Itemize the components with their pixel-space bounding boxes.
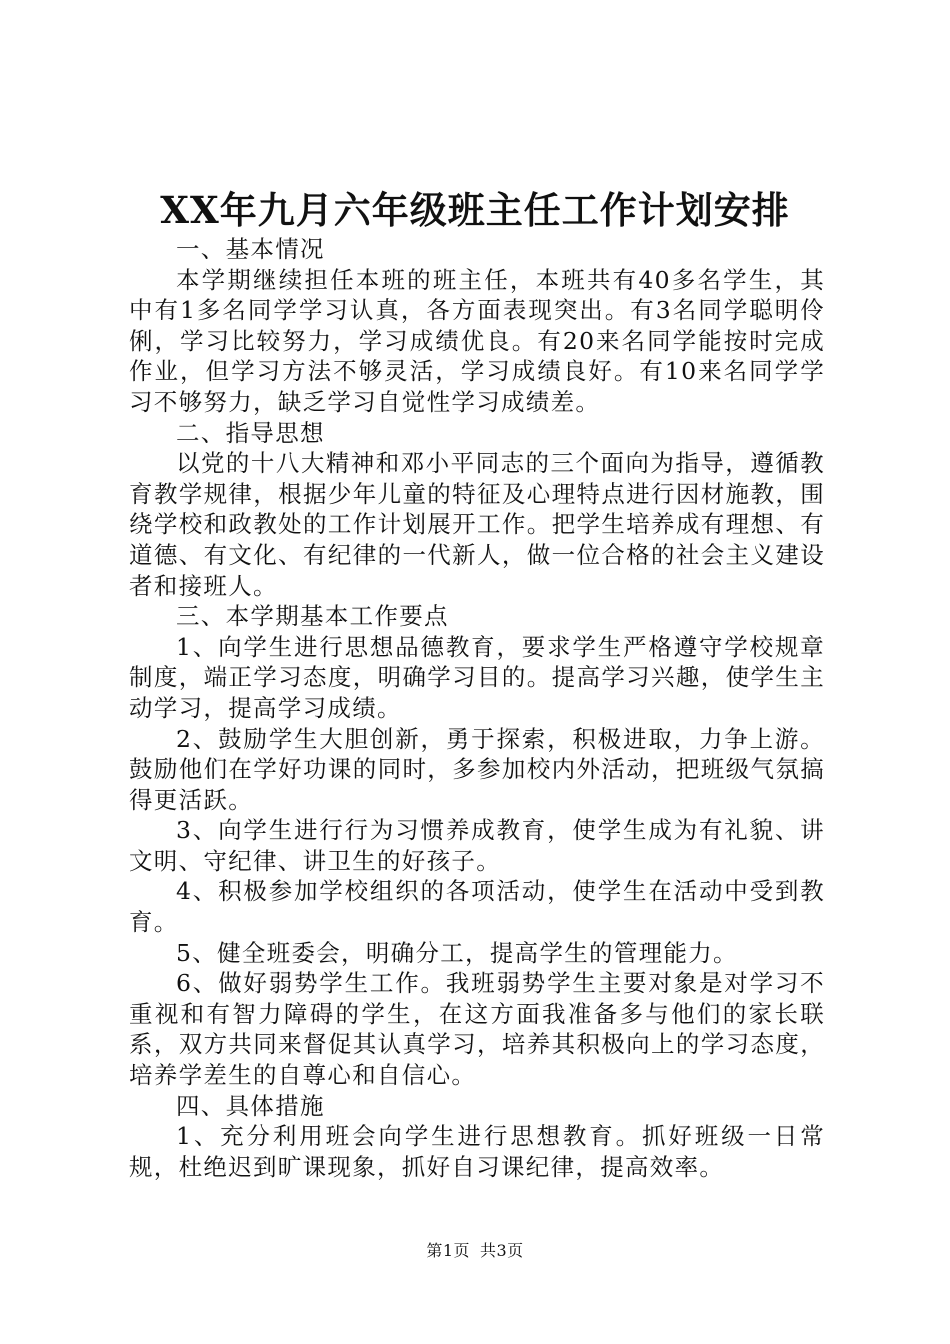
paragraph: 2、鼓励学生大胆创新，勇于探索，积极进取，力争上游。鼓励他们在学好功课的同时，多参加校内外活动，把班级气氛搞得更活跃。: [129, 724, 825, 814]
page-footer: [0, 1240, 950, 1262]
document-title: XX年九月六年级班主任工作计划安排: [160, 188, 790, 232]
paragraph: 以党的十八大精神和邓小平同志的三个面向为指导，遵循教育教学规律，根据少年儿童的特征及心理特点进行因材施教，围绕学校和政教处的工作计划展开工作。把学生培养成有理想、有道德、有文化、有纪律的一代新人，做一位合格的社会主义建设者和接班人。: [129, 449, 825, 600]
paragraph: 3、向学生进行行为习惯养成教育，使学生成为有礼貌、讲文明、守纪律、讲卫生的好孩子。: [129, 816, 825, 875]
page-number-total: 共3页: [480, 1241, 524, 1260]
section-heading: 二、指导思想: [176, 418, 325, 447]
page-number-current: 第1页: [426, 1241, 470, 1260]
paragraph: 4、积极参加学校组织的各项活动，使学生在活动中受到教育。: [129, 877, 825, 937]
section-heading: 一、基本情况: [176, 235, 325, 263]
paragraph: 1、向学生进行思想品德教育，要求学生严格遵守学校规章制度，端正学习态度，明确学习目的。提高学习兴趣，使学生主动学习，提高学习成绩。: [129, 632, 825, 722]
paragraph: 5、健全班委会，明确分工，提高学生的管理能力。: [176, 938, 738, 967]
section-heading: 三、本学期基本工作要点: [176, 602, 449, 631]
paragraph: 6、做好弱势学生工作。我班弱势学生主要对象是对学习不重视和有智力障碍的学生，在这方面我准备多与他们的家长联系，双方共同来督促其认真学习，培养其积极向上的学习态度，培养学差生的自尊心和自信心。: [129, 969, 825, 1090]
section-heading: 四、具体措施: [176, 1091, 325, 1120]
paragraph: 1、充分利用班会向学生进行思想教育。抓好班级一日常规，杜绝迟到旷课现象，抓好自习课纪律，提高效率。: [129, 1122, 825, 1181]
document-body: [129, 234, 825, 1182]
paragraph: 本学期继续担任本班的班主任，本班共有40多名学生，其中有1多名同学学习认真，各方面表现突出。有3名同学聪明伶俐，学习比较努力，学习成绩优良。有20来名同学能按时完成作业，但学习方法不够灵活，学习成绩良好。有10来名同学学习不够努力，缺乏学习自觉性学习成绩差。: [129, 265, 825, 416]
